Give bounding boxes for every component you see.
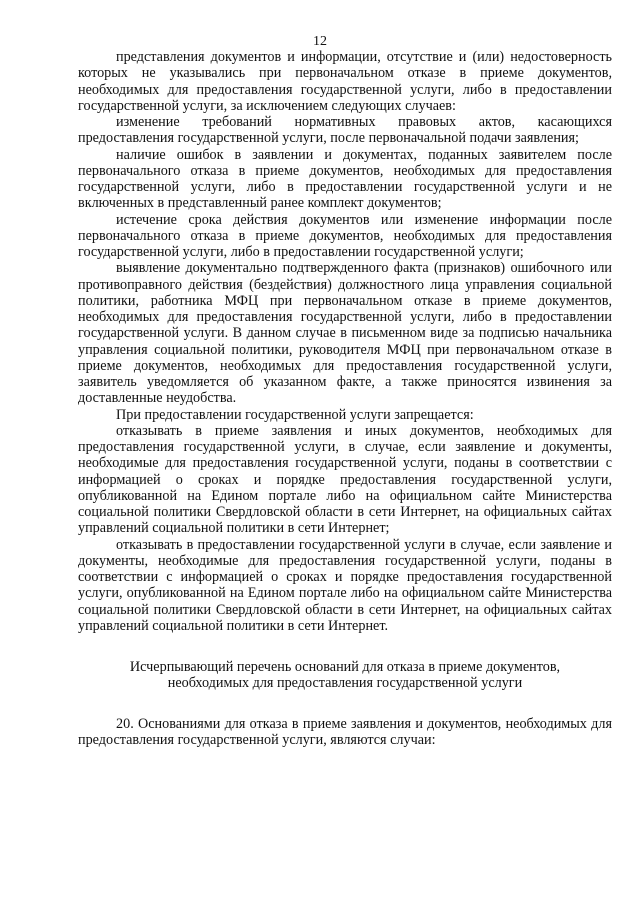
page-number: 12 <box>313 34 327 49</box>
document-body <box>78 49 612 748</box>
paragraph-documents-info: представления документов и информации, отсутствие и (или) недостоверность которых не указывались при первоначальном отказе в приеме документов, необходимых для предоставления государственной услуги, либо в предоставлении государственной услуги, за исключением следующих случаев: <box>78 49 612 114</box>
paragraph-document-expiry: истечение срока действия документов или изменение информации после первоначального отказа в приеме документов, необходимых для предоставления государственной услуги, либо в предоставлении государственной услуги; <box>78 211 612 260</box>
section-heading-line-2: необходимых для предоставления государственной услуги <box>167 675 523 692</box>
paragraph-official-misconduct: выявление документально подтвержденного факта (признаков) ошибочного или противоправного действия (бездействия) должностного лица управления социальной политики, работника МФЦ при первоначальном отказе в приеме документов, необходимых для предоставления государственной услуги, либо в предоставлении государственной услуги. В данном случае в письменном виде за подписью начальника управления социальной политики, руководителя МФЦ при первоначальном отказе в приеме документов, необходимых для предоставления государственной услуги, заявитель уведомляется об указанном факте, а также приносятся извинения за доставленные неудобства. <box>78 260 612 407</box>
section-heading <box>78 659 612 692</box>
paragraph-refuse-service: отказывать в предоставлении государственной услуги в случае, если заявление и документы, необходимые для предоставления государственной услуги, поданы в соответствии с информацией о сроках и порядке предоставления государственной услуги, опубликованной на Едином портале либо на официальном сайте Министерства социальной политики Свердловской области в сети Интернет, на официальных сайтах управлений социальной политики в сети Интернет. <box>78 536 612 634</box>
paragraph-prohibitions-intro: При предоставлении государственной услуги запрещается: <box>116 406 474 423</box>
paragraph-errors-in-application: наличие ошибок в заявлении и документах, поданных заявителем после первоначального отказа в приеме документов, необходимых для предоставления государственной услуги, либо в предоставлении государственной услуги и не включенных в представленный ранее комплект документов; <box>78 146 612 212</box>
paragraph-refuse-acceptance: отказывать в приеме заявления и иных документов, необходимых для предоставления государственной услуги, в случае, если заявление и документы, необходимые для предоставления государственной услуги, поданы в соответствии с информацией о сроках и порядке предоставления государственной услуги, опубликованной на Едином портале либо на официальном сайте Министерства социальной политики Свердловской области в сети Интернет, на официальных сайтах управлений социальной политики в сети Интернет; <box>78 422 612 537</box>
paragraph-legal-acts-change: изменение требований нормативных правовых актов, касающихся предоставления государственной услуги, после первоначальной подачи заявления; <box>78 114 612 147</box>
paragraph-20: 20. Основаниями для отказа в приеме заявления и документов, необходимых для предоставления государственной услуги, являются случаи: <box>78 715 612 748</box>
section-heading-line-1: Исчерпывающий перечень оснований для отказа в приеме документов, <box>129 659 561 675</box>
spacer <box>78 692 612 716</box>
